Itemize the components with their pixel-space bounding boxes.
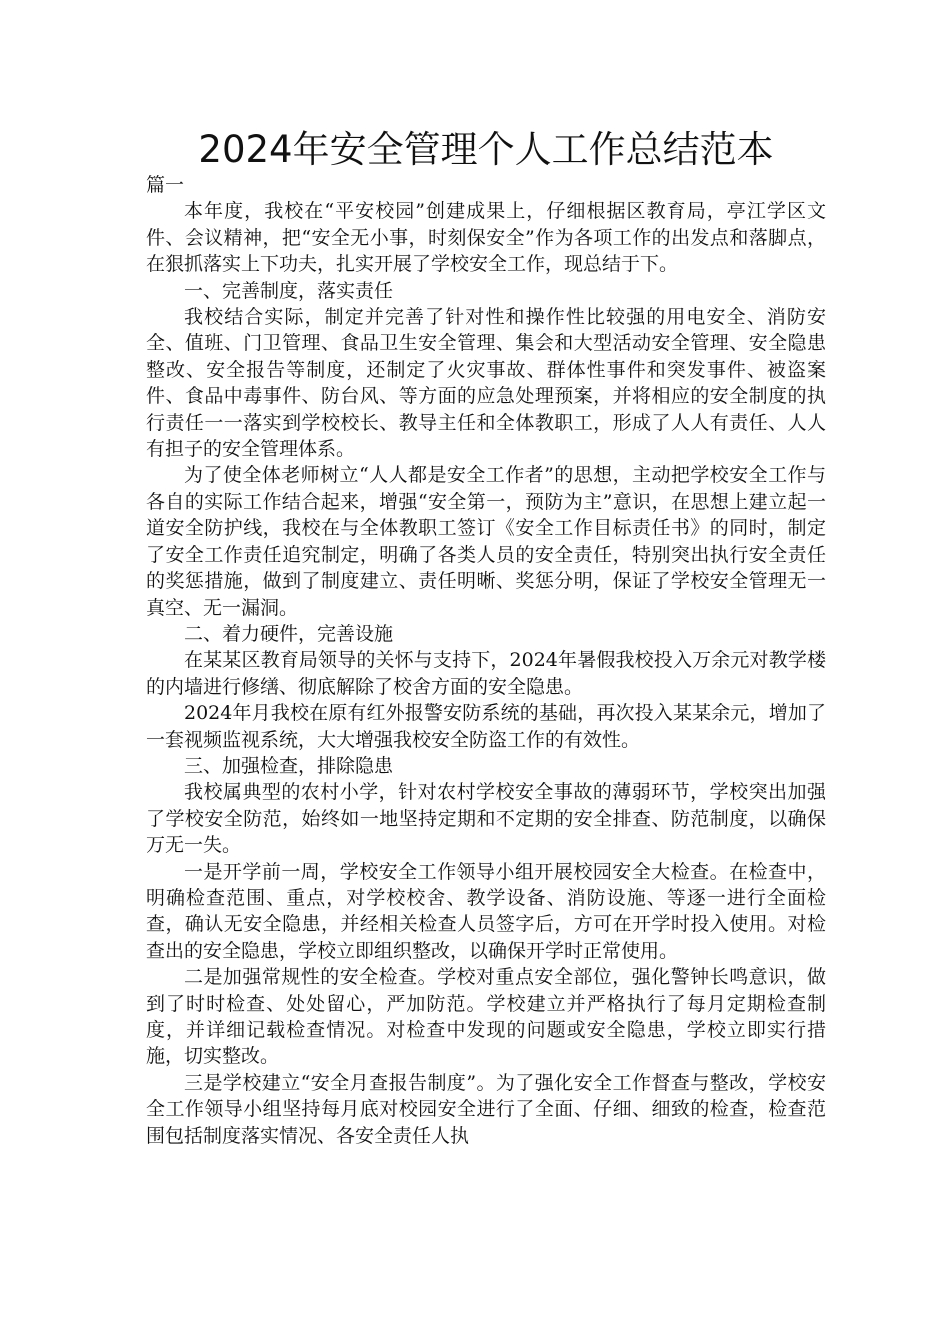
- paragraph: 二是加强常规性的安全检查。学校对重点安全部位，强化警钟长鸣意识，做到了时时检查、处处留心，严加防范。学校建立并严格执行了每月定期检查制度，并详细记载检查情况。对检查中发现的问题或安全隐患，学校立即实行措施，切实整改。: [146, 966, 826, 1068]
- heading-section-3: 三、加强检查，排除隐患: [184, 754, 394, 777]
- section-label: 篇一: [146, 174, 185, 196]
- heading-section-1: 一、完善制度，落实责任: [184, 279, 394, 302]
- paragraph: 为了使全体老师树立“人人都是安全工作者”的思想，主动把学校安全工作与各自的实际工作结合起来，增强“安全第一，预防为主”意识，在思想上建立起一道安全防护线，我校在与全体教职工签订《安全工作目标责任书》的同时，制定了安全工作责任追究制定，明确了各类人员的安全责任，特别突出执行安全责任的奖惩措施，做到了制度建立、责任明晰、奖惩分明，保证了学校安全管理无一真空、无一漏洞。: [146, 464, 826, 619]
- paragraph: 三是学校建立“安全月查报告制度”。为了强化安全工作督查与整改，学校安全工作领导小组坚持每月底对校园安全进行了全面、仔细、细致的检查，检查范围包括制度落实情况、各安全责任人执: [146, 1071, 826, 1147]
- document-title: 2024年安全管理个人工作总结范本: [198, 128, 774, 171]
- heading-section-2: 二、着力硬件，完善设施: [184, 622, 394, 645]
- paragraph: 我校属典型的农村小学，针对农村学校安全事故的薄弱环节，学校突出加强了学校安全防范，始终如一地坚持定期和不定期的安全排查、防范制度，以确保万无一失。: [146, 781, 826, 857]
- paragraph-intro: 本年度，我校在“平安校园”创建成果上，仔细根据区教育局，亭江学区文件、会议精神，把“安全无小事，时刻保安全”作为各项工作的出发点和落脚点，在狠抓落实上下功夫，扎实开展了学校安全工作，现总结于下。: [146, 200, 826, 276]
- document-body: [146, 198, 826, 1149]
- paragraph: 2024年月我校在原有红外报警安防系统的基础，再次投入某某余元，增加了一套视频监视系统，大大增强我校安全防盗工作的有效性。: [146, 702, 826, 751]
- paragraph: 我校结合实际，制定并完善了针对性和操作性比较强的用电安全、消防安全、值班、门卫管理、食品卫生安全管理、集会和大型活动安全管理、安全隐患整改、安全报告等制度，还制定了火灾事故、群体性事件和突发事件、被盗案件、食品中毒事件、防台风、等方面的应急处理预案，并将相应的安全制度的执行责任一一落实到学校校长、教导主任和全体教职工，形成了人人有责任、人人有担子的安全管理体系。: [146, 306, 826, 461]
- paragraph: 在某某区教育局领导的关怀与支持下，2024年暑假我校投入万余元对教学楼的内墙进行修缮、彻底解除了校舍方面的安全隐患。: [146, 649, 826, 698]
- document-page: [146, 128, 826, 1149]
- paragraph: 一是开学前一周，学校安全工作领导小组开展校园安全大检查。在检查中，明确检查范围、重点，对学校校舍、教学设备、消防设施、等逐一进行全面检查，确认无安全隐患，并经相关检查人员签字后，方可在开学时投入使用。对检查出的安全隐患，学校立即组织整改，以确保开学时正常使用。: [146, 860, 826, 962]
